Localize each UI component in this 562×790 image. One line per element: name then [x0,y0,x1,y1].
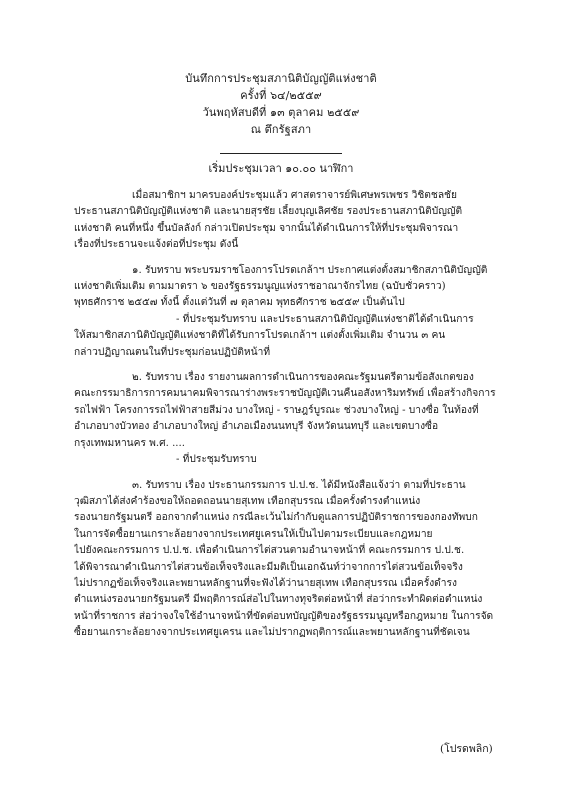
text-line: ๓. รับทราบ เรื่อง ประธานกรรมการ ป.ป.ช. ได้มีหนังสือแจ้งว่า ตามที่ประธาน [132,479,466,491]
text-line: ในการจัดซื้อยานเกราะล้อยางจากประเทศยูเครนให้เป็นไปตามระเบียบและกฎหมาย [74,528,433,540]
start-time: เริ่มประชุมเวลา ๑๐.๐๐ นาฬิกา [208,162,354,175]
meeting-place: ณ ตึกรัฐสภา [250,123,312,136]
text-line: เมื่อสมาชิกฯ มาครบองค์ประชุมแล้ว ศาสตราจารย์พิเศษพรเพชร วิชิตชลชัย [132,190,457,201]
page-turn-note: (โปรดพลิก) [440,743,493,755]
text-line: ซื้อยานเกราะล้อยางจากประเทศยูเครน และไม่ปรากฏพฤติการณ์และพยานหลักฐานที่ชัดเจน [74,627,470,639]
text-line: อำเภอบางบัวทอง อำเภอบางใหญ่ อำเภอเมืองนนทบุรี จังหวัดนนทบุรี และเขตบางซื่อ [74,421,439,433]
text-line: รถไฟฟ้า โครงการรถไฟฟ้าสายสีม่วง บางใหญ่ - ราษฎร์บูรณะ ช่วงบางใหญ่ - บางซื่อ ในท้องที่ [74,404,479,416]
text-line: - ที่ประชุมรับทราบ และประธานสภานิติบัญญัติแห่งชาติได้ดำเนินการ [176,313,474,325]
session-number: ครั้งที่ ๖๔/๒๕๕๙ [240,89,322,102]
text-line: แห่งชาติเพิ่มเติม ตามมาตรา ๖ ของรัฐธรรมนูญแห่งราชอาณาจักรไทย (ฉบับชั่วคราว) [74,281,446,293]
text-line: ได้พิจารณาดำเนินการไต่สวนข้อเท็จจริงและมีมติเป็นเอกฉันท์ว่าจากการไต่สวนข้อเท็จจริง [74,561,463,573]
text-line: ไม่ปรากฏข้อเท็จจริงและพยานหลักฐานที่จะฟังได้ว่านายสุเทพ เทือกสุบรรณ เมื่อครั้งดำรง [74,577,457,589]
text-line: ๒. รับทราบ เรื่อง รายงานผลการดำเนินการของคณะรัฐมนตรีตามข้อสังเกตของ [132,372,474,384]
item-3-paragraph [74,478,514,642]
intro-paragraph [74,188,514,254]
meeting-date: วันพฤหัสบดีที่ ๑๓ ตุลาคม ๒๕๕๙ [202,106,360,119]
text-line: ๑. รับทราบ พระบรมราชโองการโปรดเกล้าฯ ประกาศแต่งตั้งสมาชิกสภานิติบัญญัติ [132,264,488,276]
text-line: ให้สมาชิกสภานิติบัญญัติแห่งชาติที่ได้รับการโปรดเกล้าฯ แต่งตั้งเพิ่มเติม จำนวน ๓ คน [74,330,446,342]
text-line: ประธานสภานิติบัญญัติแห่งชาติ และนายสุรชัย เลี้ยงบุญเลิศชัย รองประธานสภานิติบัญญัติ [74,206,463,218]
text-line: กล่าวปฏิญาณตนในที่ประชุมก่อนปฏิบัติหน้าที่ [74,346,271,358]
text-line: เรื่องที่ประธานจะแจ้งต่อที่ประชุม ดังนี้ [74,239,239,251]
text-line: ไปยังคณะกรรมการ ป.ป.ช. เพื่อดำเนินการไต่สวนตามอำนาจหน้าที่ คณะกรรมการ ป.ป.ช. [74,545,465,557]
item-2-paragraph [74,370,514,468]
document-body [74,188,514,651]
text-line: แห่งชาติ คนที่หนึ่ง ขึ้นบัลลังก์ กล่าวเปิดประชุม จากนั้นได้ดำเนินการให้ที่ประชุมพิจารณา [74,222,459,234]
text-line: วุฒิสภาได้ส่งคำร้องขอให้ถอดถอนนายสุเทพ เทือกสุบรรณ เมื่อครั้งดำรงตำแหน่ง [74,495,421,507]
text-line: รองนายกรัฐมนตรี ออกจากตำแหน่ง กรณีละเว้นไม่กำกับดูแลการปฏิบัติราชการของกองทัพบก [74,512,478,524]
header-divider [220,153,342,154]
text-line: กรุงเทพมหานคร พ.ศ. .... [74,437,186,449]
text-line: พุทธศักราช ๒๕๕๗ ทั้งนี้ ตั้งแต่วันที่ ๗ ตุลาคม พุทธศักราช ๒๕๕๙ เป็นต้นไป [74,297,405,309]
document-header [0,70,562,138]
text-line: ตำแหน่งรองนายกรัฐมนตรี มีพฤติการณ์ส่อไปในทางทุจริตต่อหน้าที่ ส่อว่ากระทำผิดต่อตำแหน่ง [74,594,483,606]
text-line: หน้าที่ราชการ ส่อว่าจงใจใช้อำนาจหน้าที่ขัดต่อบทบัญญัติของรัฐธรรมนูญหรือกฎหมาย ในการจัด [74,610,494,622]
item-1-paragraph [74,263,514,361]
document-title: บันทึกการประชุมสภานิติบัญญัติแห่งชาติ [185,72,377,85]
text-line: - ที่ประชุมรับทราบ [176,454,257,466]
text-line: คณะกรรมาธิการการคมนาคมพิจารณาร่างพระราชบัญญัติเวนคืนอสังหาริมทรัพย์ เพื่อสร้างกิจการ [74,388,496,400]
